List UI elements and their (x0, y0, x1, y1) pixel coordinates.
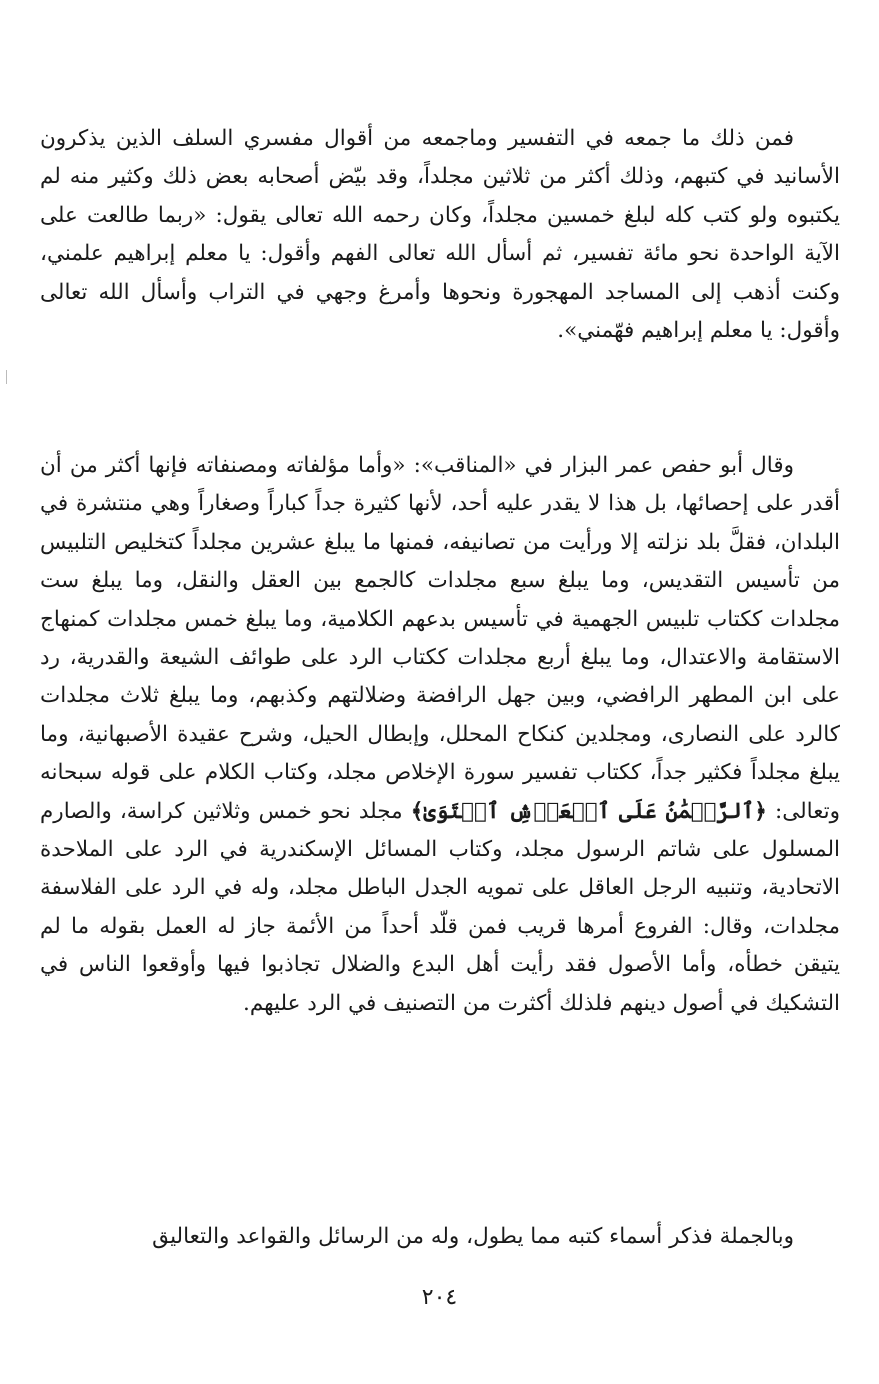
paragraph-2 (40, 447, 840, 1023)
page-number: ٢٠٤ (421, 1285, 458, 1310)
paragraph-3 (40, 1218, 840, 1256)
paragraph-3-text: وبالجملة فذكر أسماء كتبه مما يطول، وله من الرسائل والقواعد والتعاليق (152, 1224, 794, 1249)
paragraph-2-part-2: مجلد نحو خمس وثلاثين كراسة، والصارم المسلول على شاتم الرسول مجلد، وكتاب المسائل الإسكندرية في الرد على الملاحدة الاتحادية، وتنبيه الرجل العاقل على تمويه الجدل الباطل مجلد، وله في الرد على الفلاسفة مجلدات، وقال: الفروع أمرها قريب فمن قلّد أحداً من الأئمة جاز له العمل بقوله ما لم يتيقن خطأه، وأما الأصول فقد رأيت أهل البدع والضلال تجاذبوا فيها وأوقعوا الناس في التشكيك في أصول دينهم فلذلك أكثرت من التصنيف في الرد عليهم. (40, 798, 840, 1016)
scan-artifact-line (6, 370, 7, 384)
paragraph-1 (40, 120, 840, 350)
paragraph-1-text: فمن ذلك ما جمعه في التفسير وماجمعه من أقوال مفسري السلف الذين يذكرون الأسانيد في كتبهم، وذلك أكثر من ثلاثين مجلداً، وقد بيّض أصحابه بعض ذلك وكثير منه لم يكتبوه ولو كتب كله لبلغ خمسين مجلداً، وكان رحمه الله تعالى يقول: «ربما طالعت على الآية الواحدة نحو مائة تفسير، ثم أسأل الله تعالى الفهم وأقول: يا معلم إبراهيم علمني، وكنت أذهب إلى المساجد المهجورة ونحوها وأمرغ وجهي في التراب وأسأل الله تعالى وأقول: يا معلم إبراهيم فهّمني». (40, 126, 840, 344)
paragraph-2-text (40, 447, 840, 1023)
quran-verse: ﴿ٱلرَّحۡمَٰنُ عَلَى ٱلۡعَرۡشِ ٱسۡتَوَىٰ﴾ (410, 798, 767, 824)
paragraph-2-part-1: وقال أبو حفص عمر البزار في «المناقب»: «وأما مؤلفاته ومصنفاته فإنها أكثر من أن أقدر على إحصائها، بل هذا لا يقدر عليه أحد، لأنها كثيرة جداً كباراً وصغاراً وهي منتشرة في البلدان، فقلَّ بلد نزلته إلا ورأيت من تصانيفه، فمنها ما يبلغ عشرين مجلداً كتخليص التلبيس من تأسيس التقديس، وما يبلغ سبع مجلدات كالجمع بين العقل والنقل، وما يبلغ ست مجلدات ككتاب تلبيس الجهمية في تأسيس بدعهم الكلامية، وما يبلغ خمس مجلدات كمنهاج الاستقامة والاعتدال، وما يبلغ أربع مجلدات ككتاب الرد على طوائف الشيعة والقدرية، رد على ابن المطهر الرافضي، وبين جهل الرافضة وضلالتهم وكذبهم، وما يبلغ ثلاث مجلدات كالرد على النصارى، ومجلدين كنكاح المحلل، وإبطال الحيل، وشرح عقيدة الأصبهانية، وما يبلغ مجلداً فكثير جداً، ككتاب تفسير سورة الإخلاص مجلد، وكتاب الكلام على قوله سبحانه وتعالى: (40, 453, 840, 824)
